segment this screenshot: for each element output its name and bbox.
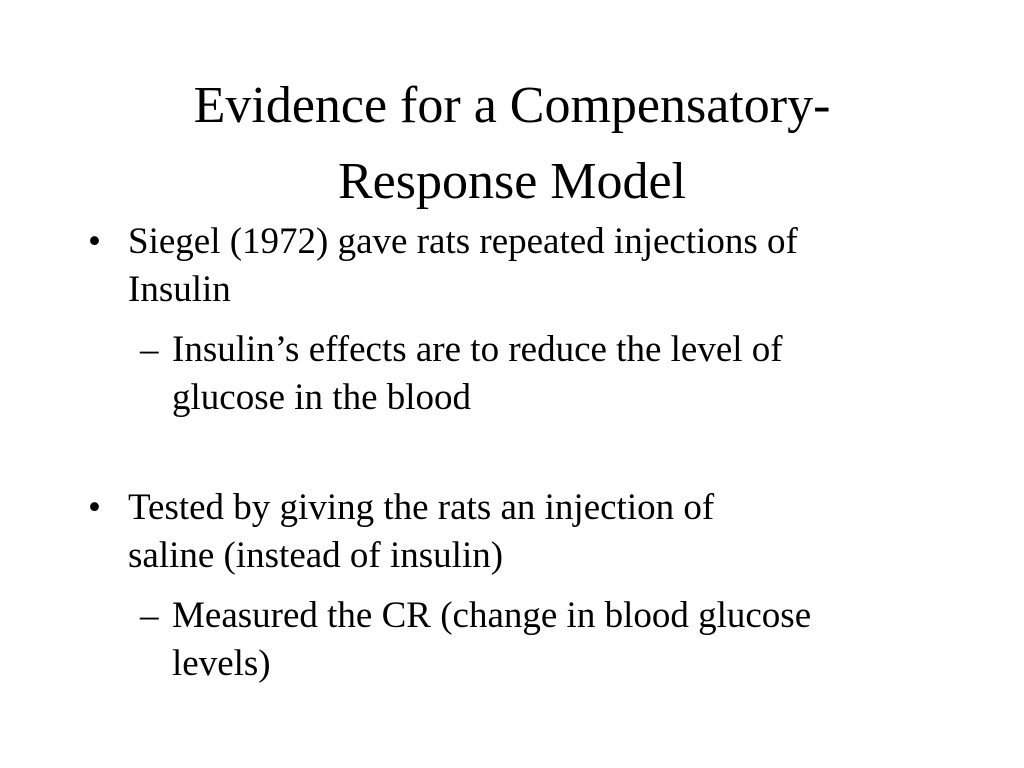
bullet-1-line-1: Siegel (1972) gave rats repeated injections of	[128, 221, 798, 262]
sub-1-line-2: glucose in the blood	[172, 377, 472, 418]
sub-1-line-1: Insulin’s effects are to reduce the level of	[172, 329, 783, 370]
dash-icon: –	[140, 595, 159, 636]
title-line-1: Evidence for a Compensatory-	[193, 77, 831, 134]
bullet-1-line-2: Insulin	[128, 269, 231, 310]
spacer	[84, 422, 984, 484]
sub-2-line-2: levels)	[172, 643, 271, 684]
bullet-icon: •	[88, 487, 101, 528]
bullet-2-line-2: saline (instead of insulin)	[128, 535, 504, 576]
dash-icon: –	[140, 329, 159, 370]
slide-title	[60, 68, 964, 220]
bullet-point-1	[84, 218, 984, 314]
bullet-2-line-1: Tested by giving the rats an injection of	[128, 487, 715, 528]
bullet-point-2	[84, 484, 984, 580]
title-line-2: Response Model	[337, 153, 687, 210]
slide-body	[84, 218, 984, 688]
sub-point-2	[84, 592, 984, 688]
sub-2-line-1: Measured the CR (change in blood glucose	[172, 595, 812, 636]
bullet-icon: •	[88, 221, 101, 262]
sub-point-1	[84, 326, 984, 422]
